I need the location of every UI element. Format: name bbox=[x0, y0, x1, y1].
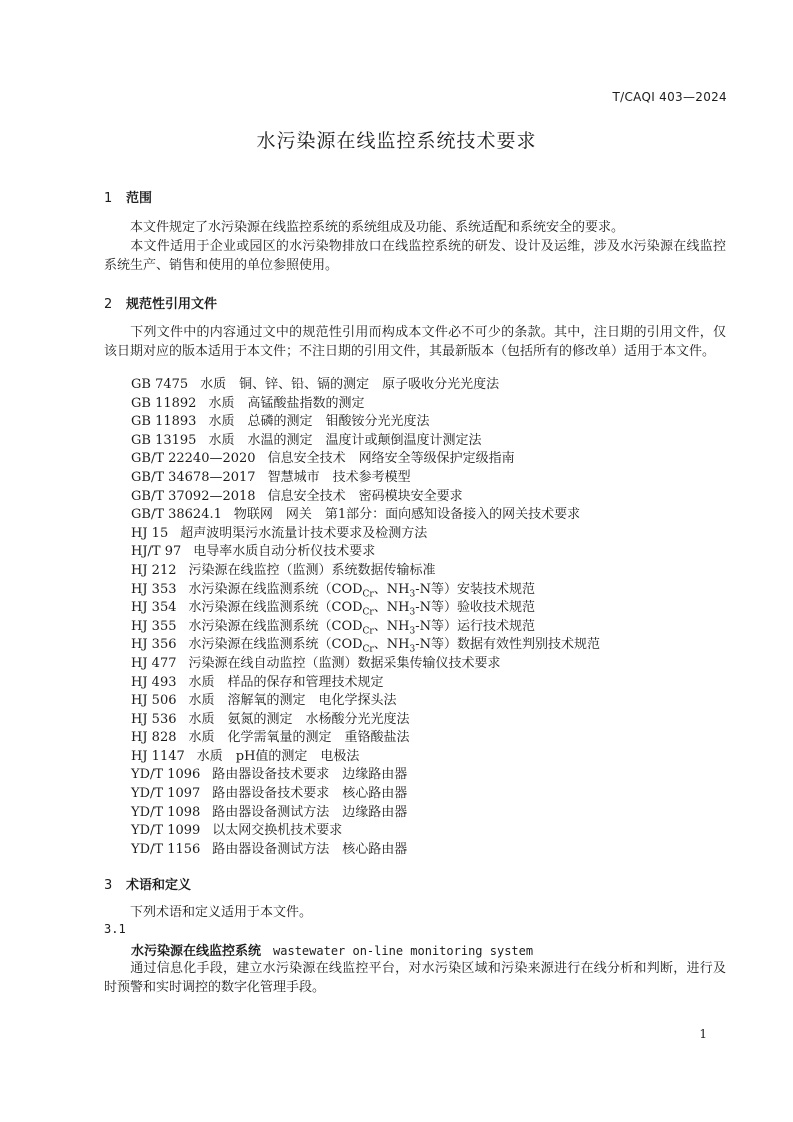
reference-title: 水污染源在线监测系统（$COD_{Cr}$、$NH_3-N$等）安装技术规范 bbox=[188, 581, 535, 600]
paragraph-text: 本文件适用于企业或园区的水污染物排放口在线监控系统的研发、设计及运维，涉及水污染源在线监控系统生产、销售和使用的单位参照使用。 bbox=[104, 239, 726, 273]
reference-title: 路由器设备测试方法 核心路由器 bbox=[212, 841, 408, 857]
reference-item bbox=[131, 674, 600, 693]
reference-item bbox=[131, 432, 600, 451]
reference-title: 水污染源在线监测系统（$COD_{Cr}$、$NH_3-N$等）数据有效性判别技术规范 bbox=[188, 637, 600, 655]
reference-title: 水质 铜、锌、铅、镉的测定 原子吸收分光光度法 bbox=[200, 377, 500, 392]
reference-title: 水质 pH值的测定 电极法 bbox=[196, 748, 360, 764]
reference-title: 以太网交换机技术要求 bbox=[212, 823, 343, 839]
term-entry bbox=[131, 940, 533, 959]
references-intro bbox=[104, 324, 726, 361]
page-number: 1 bbox=[699, 1027, 707, 1041]
reference-code: HJ 212 bbox=[131, 562, 177, 578]
reference-title: 水质 总磷的测定 钼酸铵分光光度法 bbox=[208, 414, 430, 430]
reference-code: HJ 1147 bbox=[131, 748, 185, 764]
reference-title: 水质 溶解氧的测定 电化学探头法 bbox=[188, 693, 397, 709]
reference-code: HJ 536 bbox=[131, 711, 177, 727]
reference-item bbox=[131, 804, 600, 823]
reference-item bbox=[131, 376, 600, 395]
section-title: 范围 bbox=[126, 191, 153, 206]
reference-item bbox=[131, 785, 600, 804]
reference-item bbox=[131, 655, 600, 674]
reference-item bbox=[131, 618, 600, 637]
reference-code: HJ 493 bbox=[131, 674, 177, 690]
reference-item bbox=[131, 395, 600, 414]
reference-code: GB/T 38624.1 bbox=[131, 507, 222, 523]
reference-code: HJ 506 bbox=[131, 693, 177, 709]
reference-title: 路由器设备技术要求 边缘路由器 bbox=[212, 767, 408, 783]
reference-code: HJ 353 bbox=[131, 581, 177, 597]
reference-item bbox=[131, 692, 600, 711]
reference-code: HJ 477 bbox=[131, 655, 177, 671]
section-number: 3 bbox=[104, 878, 113, 893]
reference-code: HJ 15 bbox=[131, 525, 169, 541]
document-title: 水污染源在线监控系统技术要求 bbox=[256, 130, 537, 152]
reference-title: 水质 水温的测定 温度计或颠倒温度计测定法 bbox=[208, 432, 482, 448]
reference-item bbox=[131, 488, 600, 507]
reference-code: GB 11893 bbox=[131, 414, 197, 430]
paragraph-text: 通过信息化手段，建立水污染源在线监控平台，对水污染区域和污染来源进行在线分析和判断，进行及时预警和实时调控的数字化管理手段。 bbox=[104, 961, 726, 995]
reference-item bbox=[131, 413, 600, 432]
reference-item bbox=[131, 711, 600, 730]
reference-code: HJ 828 bbox=[131, 730, 177, 746]
reference-code: GB/T 22240—2020 bbox=[131, 451, 256, 467]
term-name-en: wastewater on-line monitoring system bbox=[273, 944, 534, 958]
reference-title: 路由器设备测试方法 边缘路由器 bbox=[212, 804, 408, 820]
reference-title: 信息安全技术 网络安全等级保护定级指南 bbox=[267, 451, 515, 467]
section-title: 术语和定义 bbox=[126, 878, 192, 893]
term-definition bbox=[104, 960, 726, 997]
reference-code: GB 13195 bbox=[131, 432, 197, 448]
reference-code: GB 7475 bbox=[131, 377, 189, 392]
terms-intro bbox=[104, 904, 726, 923]
reference-title: 电导率水质自动分析仪技术要求 bbox=[193, 544, 376, 560]
section-3-heading bbox=[104, 874, 191, 893]
reference-title: 超声波明渠污水流量计技术要求及检测方法 bbox=[180, 525, 428, 541]
reference-item bbox=[131, 766, 600, 785]
reference-code: HJ/T 97 bbox=[131, 544, 182, 560]
reference-item bbox=[131, 636, 600, 655]
paragraph-text: 本文件规定了水污染源在线监控系统的系统组成及功能、系统适配和系统安全的要求。 bbox=[130, 220, 625, 235]
reference-title: 水质 样品的保存和管理技术规定 bbox=[188, 674, 384, 690]
reference-item bbox=[131, 469, 600, 488]
scope-paragraph-2 bbox=[104, 238, 726, 275]
reference-code: GB/T 34678—2017 bbox=[131, 469, 256, 485]
reference-title: 水质 高锰酸盐指数的测定 bbox=[208, 395, 365, 411]
reference-code: HJ 354 bbox=[131, 600, 177, 616]
reference-item bbox=[131, 525, 600, 544]
section-number: 2 bbox=[104, 297, 113, 312]
term-name-zh: 水污染源在线监控系统 bbox=[131, 944, 262, 959]
term-number: 3.1 bbox=[104, 922, 126, 936]
reference-code: YD/T 1096 bbox=[131, 767, 201, 783]
reference-item bbox=[131, 599, 600, 618]
reference-title: 水污染源在线监测系统（$COD_{Cr}$、$NH_3-N$等）验收技术规范 bbox=[188, 600, 535, 618]
reference-code: YD/T 1099 bbox=[131, 823, 201, 839]
reference-item bbox=[131, 581, 600, 600]
reference-title: 水质 氨氮的测定 水杨酸分光光度法 bbox=[188, 711, 410, 727]
reference-code: YD/T 1156 bbox=[131, 841, 201, 857]
reference-code: GB 11892 bbox=[131, 395, 197, 411]
reference-title: 污染源在线监控（监测）系统数据传输标准 bbox=[188, 562, 436, 578]
section-number: 1 bbox=[104, 191, 113, 206]
reference-title: 水污染源在线监测系统（$COD_{Cr}$、$NH_3-N$等）运行技术规范 bbox=[188, 618, 535, 637]
reference-code: HJ 356 bbox=[131, 637, 177, 653]
reference-item bbox=[131, 748, 600, 767]
reference-code: YD/T 1097 bbox=[131, 786, 201, 802]
reference-item bbox=[131, 822, 600, 841]
reference-item bbox=[131, 841, 600, 860]
reference-list bbox=[131, 376, 600, 859]
reference-code: GB/T 37092—2018 bbox=[131, 488, 256, 504]
reference-title: 物联网 网关 第1部分：面向感知设备接入的网关技术要求 bbox=[233, 507, 581, 523]
standard-code: T/CAQI 403—2024 bbox=[612, 90, 727, 104]
reference-item bbox=[131, 543, 600, 562]
reference-item bbox=[131, 562, 600, 581]
section-1-heading bbox=[104, 187, 152, 206]
section-title: 规范性引用文件 bbox=[126, 297, 218, 312]
section-2-heading bbox=[104, 293, 217, 312]
paragraph-text: 下列术语和定义适用于本文件。 bbox=[130, 905, 313, 920]
reference-title: 信息安全技术 密码模块安全要求 bbox=[267, 488, 463, 504]
reference-item bbox=[131, 506, 600, 525]
reference-code: YD/T 1098 bbox=[131, 804, 201, 820]
reference-item bbox=[131, 450, 600, 469]
reference-title: 水质 化学需氧量的测定 重铬酸盐法 bbox=[188, 730, 410, 746]
reference-title: 路由器设备技术要求 核心路由器 bbox=[212, 786, 408, 802]
reference-title: 智慧城市 技术参考模型 bbox=[267, 469, 411, 485]
scope-paragraph-1 bbox=[104, 219, 726, 238]
reference-code: HJ 355 bbox=[131, 618, 177, 634]
reference-title: 污染源在线自动监控（监测）数据采集传输仪技术要求 bbox=[188, 655, 501, 671]
reference-item bbox=[131, 729, 600, 748]
paragraph-text: 下列文件中的内容通过文中的规范性引用而构成本文件必不可少的条款。其中，注日期的引用文件，仅该日期对应的版本适用于本文件；不注日期的引用文件，其最新版本（包括所有的修改单）适用于本文件。 bbox=[104, 325, 726, 359]
